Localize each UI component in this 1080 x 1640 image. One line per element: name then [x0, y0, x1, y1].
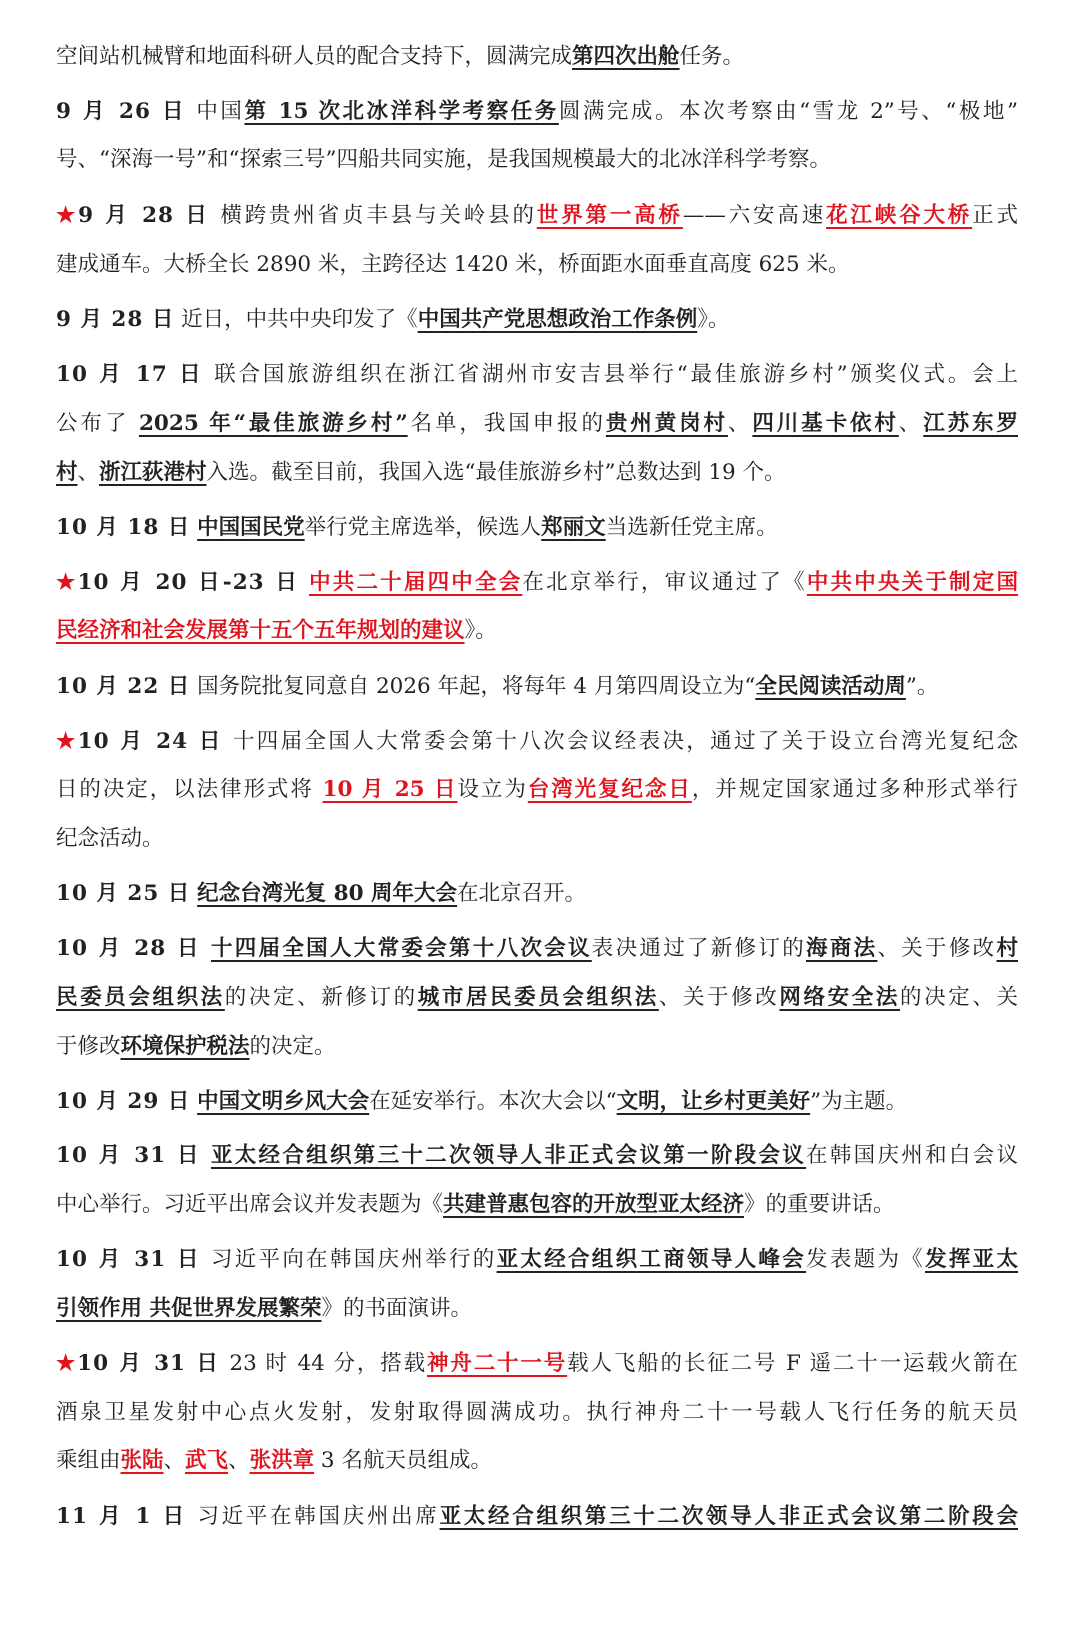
underlined-term: 全民阅读活动周 [755, 674, 906, 699]
text-segment [202, 1143, 211, 1168]
text-segment: 》。 [464, 618, 497, 643]
date: 10 月 29 日 [56, 1089, 191, 1114]
date: 10 月 31 日 [56, 1143, 202, 1168]
highlighted-term: 张陆 [120, 1448, 164, 1473]
underlined-term: 中国文明乡风大会 [197, 1089, 370, 1114]
underlined-term: 村 [56, 460, 78, 485]
text-segment: 发表题为《 [806, 1247, 926, 1272]
text-line [56, 874, 1018, 914]
underlined-term: 纪念台湾光复 80 周年大会 [197, 881, 458, 906]
text-line [56, 563, 1018, 603]
highlighted-term: 花江峡谷大桥 [826, 203, 973, 228]
text-segment: 、 [77, 460, 100, 485]
text-line [56, 453, 1018, 493]
date: 10 月 18 日 [56, 515, 191, 540]
text-line [56, 722, 1018, 762]
star-marker: ★ [56, 1351, 78, 1376]
highlighted-term: 台湾光复纪念日 [527, 777, 692, 802]
date: 10 月 17 日 [56, 362, 205, 387]
text-segment: 在延安举行。本次大会以“ [369, 1089, 617, 1114]
date: 9 月 26 日 [56, 99, 188, 124]
underlined-term: 村 [996, 936, 1018, 961]
text-line [56, 1240, 1018, 1280]
text-line [56, 1027, 1018, 1067]
text-segment: 中心举行。习近平出席会议并发表题为《 [56, 1192, 444, 1217]
text-segment: 的决定、关 [900, 985, 1018, 1010]
text-segment: ，并规定国家通过多种形式举行 [691, 777, 1018, 802]
text-segment: 空间站机械臂和地面科研人员的配合支持下，圆满完成 [56, 44, 573, 69]
star-marker: ★ [56, 729, 78, 754]
text-segment: 在北京召开。 [457, 881, 587, 906]
underlined-term: 民委员会组织法 [56, 985, 225, 1010]
text-segment: 、 [163, 1448, 186, 1473]
underlined-term: 第四次出舱 [572, 44, 680, 69]
text-line [56, 1136, 1018, 1176]
text-segment: 建成通车。大桥全长 2890 米，主跨径达 1420 米，桥面距水面垂直高度 625 米。 [56, 252, 850, 277]
text-segment: 酒泉卫星发射中心点火发射，发射取得圆满成功。执行神舟二十一号载人飞行任务的航天员 [56, 1400, 1018, 1425]
star-marker: ★ [56, 203, 79, 228]
underlined-term: 文明，让乡村更美好 [616, 1089, 811, 1114]
date: 10 月 24 日 [77, 729, 224, 754]
underlined-term: 引领作用 共促世界发展繁荣 [56, 1296, 322, 1321]
underlined-term: 郑丽文 [541, 515, 606, 540]
underlined-term: 共建普惠包容的开放型亚太经济 [443, 1192, 745, 1217]
text-line [56, 196, 1018, 236]
text-segment: 横跨贵州省贞丰县与关岭县的 [210, 203, 537, 228]
text-line [56, 37, 1018, 77]
date: 10 月 28 日 [56, 936, 202, 961]
text-line [56, 667, 1018, 707]
text-segment: 在北京举行，审议通过了《 [522, 570, 807, 595]
date: 10 月 22 日 [56, 674, 191, 699]
highlighted-term: 10 月 25 日 [322, 777, 458, 802]
text-line [56, 978, 1018, 1018]
text-line [56, 245, 1018, 285]
text-segment: 3 名航天员组成。 [314, 1448, 492, 1473]
highlighted-term: 张洪章 [249, 1448, 315, 1473]
text-segment: 圆满完成。本次考察由“雪龙 2”号、“极地” [558, 99, 1018, 124]
text-line [56, 140, 1018, 180]
highlighted-term: 神舟二十一号 [426, 1351, 568, 1376]
text-segment: 、 [228, 1448, 250, 1473]
underlined-term: 江苏东罗 [923, 411, 1018, 436]
text-line [56, 1185, 1018, 1225]
text-segment: 公布了 [56, 411, 139, 436]
text-segment: 习近平在韩国庆州出席 [187, 1504, 440, 1529]
underlined-term: 中国国民党 [197, 515, 305, 540]
text-segment: 举行党主席选举，候选人 [304, 515, 542, 540]
text-line [56, 611, 1018, 651]
text-line [56, 300, 1018, 340]
text-segment: 正式 [972, 203, 1018, 228]
text-segment [300, 570, 309, 595]
highlighted-term: 中共中央关于制定国 [806, 570, 1018, 595]
text-segment: 的决定。 [249, 1034, 336, 1059]
date: 9 月 28 日 [78, 203, 211, 228]
highlighted-term: 民经济和社会发展第十五个五年规划的建议 [56, 618, 465, 643]
text-segment: 日的决定，以法律形式将 [56, 777, 323, 802]
text-line [56, 929, 1018, 969]
underlined-term: 第 15 次北冰洋科学考察任务 [244, 99, 559, 124]
underlined-term: 亚太经合组织第三十二次领导人非正式会议第二阶段会 [439, 1504, 1018, 1529]
date: 10 月 25 日 [56, 881, 191, 906]
underlined-term: 贵州黄岗村 [605, 411, 728, 436]
text-segment: 、 [727, 411, 753, 436]
text-line [56, 819, 1018, 859]
text-segment: 在韩国庆州和白会议 [806, 1143, 1018, 1168]
underlined-term: 中国共产党思想政治工作条例 [417, 307, 698, 332]
underlined-term: 浙江荻港村 [99, 460, 207, 485]
text-segment: 十四届全国人大常委会第十八次会议经表决，通过了关于设立台湾光复纪念 [223, 729, 1018, 754]
highlighted-term: 武飞 [185, 1448, 229, 1473]
text-line [56, 1344, 1018, 1384]
underlined-term: 亚太经合组织工商领导人峰会 [496, 1247, 807, 1272]
text-segment: 》。 [697, 307, 730, 332]
text-segment: ——六安高速 [682, 203, 827, 228]
text-segment: 入选。截至目前，我国入选“最佳旅游乡村”总数达到 19 个。 [206, 460, 786, 485]
text-segment: ”为主题。 [810, 1089, 908, 1114]
text-line [56, 1393, 1018, 1433]
text-segment: 表决通过了新修订的 [591, 936, 807, 961]
date: 10 月 31 日 [77, 1351, 221, 1376]
text-segment: 23 时 44 分，搭载 [220, 1351, 427, 1376]
text-line [56, 1497, 1018, 1537]
text-line [56, 508, 1018, 548]
text-segment: 》的书面演讲。 [321, 1296, 473, 1321]
underlined-term: 城市居民委员会组织法 [417, 985, 659, 1010]
underlined-term: 环境保护税法 [120, 1034, 250, 1059]
text-line [56, 355, 1018, 395]
highlighted-term: 世界第一高桥 [536, 203, 683, 228]
text-line [56, 770, 1018, 810]
text-segment: 国务院批复同意自 2026 年起，将每年 4 月第四周设立为“ [190, 674, 756, 699]
date: 9 月 28 日 [56, 307, 175, 332]
date: 11 月 1 日 [56, 1504, 188, 1529]
underlined-term: 四川基卡依村 [752, 411, 899, 436]
text-segment: 任务。 [679, 44, 745, 69]
date: 10 月 31 日 [56, 1247, 202, 1272]
text-segment: 载人飞船的长征二号 F 遥二十一运载火箭在 [567, 1351, 1018, 1376]
text-segment: 的决定、新修订的 [224, 985, 418, 1010]
text-line [56, 92, 1018, 132]
star-marker: ★ [56, 570, 78, 595]
date: 10 月 20 日-23 日 [77, 570, 301, 595]
text-segment: 》的重要讲话。 [744, 1192, 895, 1217]
text-segment: 当选新任党主席。 [605, 515, 778, 540]
text-segment: 、关于修改 [877, 936, 997, 961]
text-segment: 中国 [187, 99, 245, 124]
text-segment: ”。 [905, 674, 939, 699]
text-segment: 习近平向在韩国庆州举行的 [201, 1247, 497, 1272]
text-segment: 于修改 [56, 1034, 121, 1059]
text-segment: 、 [898, 411, 924, 436]
text-segment: 联合国旅游组织在浙江省湖州市安吉县举行“最佳旅游乡村”颁奖仪式。会上 [204, 362, 1018, 387]
underlined-term: 2025 年“最佳旅游乡村” [138, 411, 408, 436]
text-segment: 设立为 [457, 777, 528, 802]
text-segment [202, 936, 211, 961]
text-segment: 乘组由 [56, 1448, 121, 1473]
text-segment: 近日，中共中央印发了《 [174, 307, 418, 332]
text-segment: 、关于修改 [658, 985, 780, 1010]
underlined-term: 十四届全国人大常委会第十八次会议 [210, 936, 592, 961]
text-line [56, 404, 1018, 444]
text-segment: 名单，我国申报的 [407, 411, 606, 436]
underlined-term: 网络安全法 [779, 985, 900, 1010]
text-line [56, 1082, 1018, 1122]
text-segment: 号、“深海一号”和“探索三号”四船共同实施，是我国规模最大的北冰洋科学考察。 [56, 147, 831, 172]
underlined-term: 海商法 [806, 936, 878, 961]
underlined-term: 亚太经合组织第三十二次领导人非正式会议第一阶段会议 [210, 1143, 807, 1168]
text-segment: 纪念活动。 [56, 826, 164, 851]
highlighted-term: 中共二十届四中全会 [309, 570, 523, 595]
underlined-term: 发挥亚太 [925, 1247, 1018, 1272]
text-line [56, 1289, 1018, 1329]
text-line [56, 1441, 1018, 1481]
